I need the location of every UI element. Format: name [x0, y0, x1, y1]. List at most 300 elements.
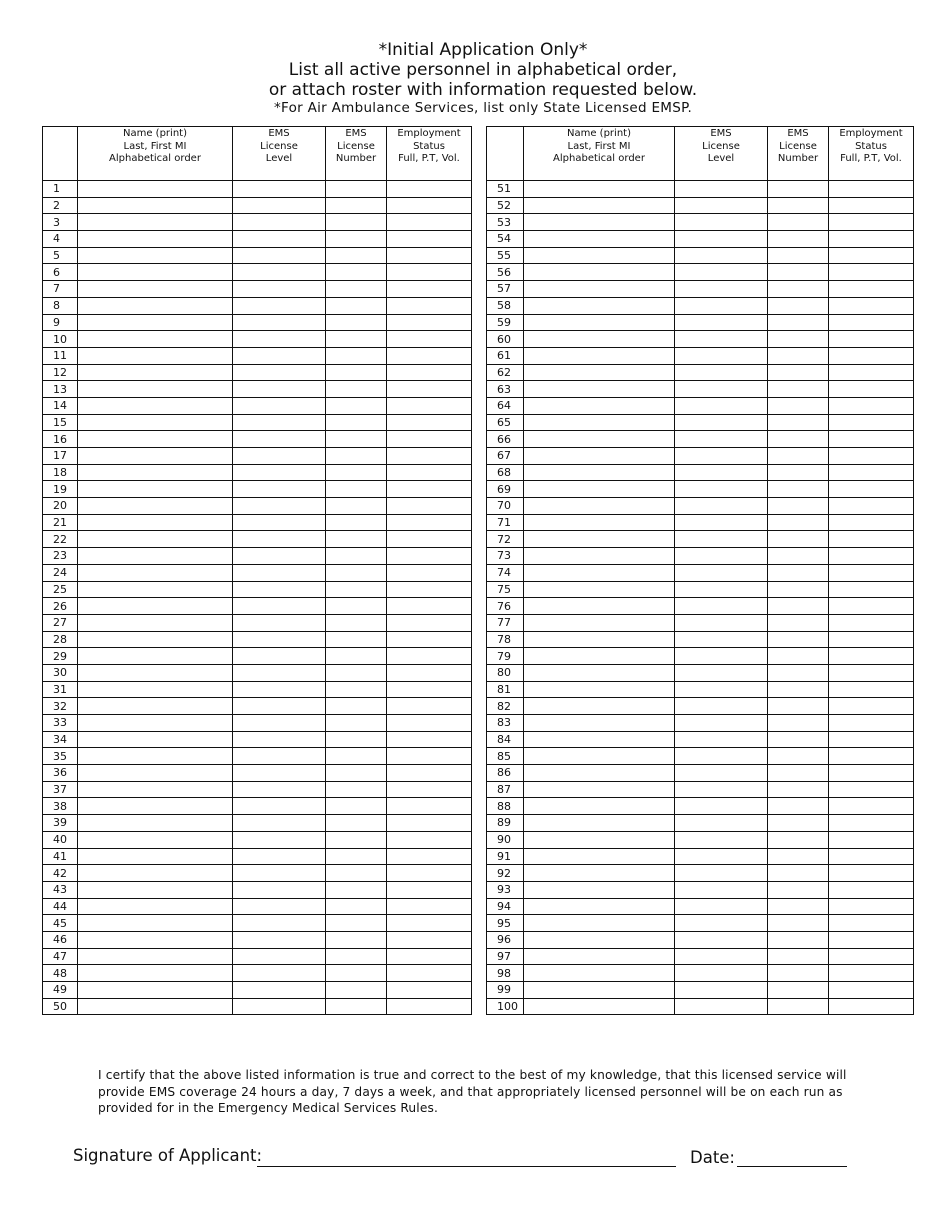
name-cell[interactable] — [524, 898, 675, 915]
employment-status-cell[interactable] — [829, 965, 914, 982]
license-number-cell[interactable] — [768, 431, 829, 448]
license-level-cell[interactable] — [233, 881, 326, 898]
license-level-cell[interactable] — [233, 314, 326, 331]
employment-status-cell[interactable] — [829, 881, 914, 898]
name-cell[interactable] — [78, 231, 233, 248]
license-number-cell[interactable] — [768, 564, 829, 581]
name-cell[interactable] — [78, 347, 233, 364]
license-level-cell[interactable] — [675, 347, 768, 364]
license-level-cell[interactable] — [675, 214, 768, 231]
employment-status-cell[interactable] — [829, 948, 914, 965]
license-number-cell[interactable] — [326, 831, 387, 848]
license-number-cell[interactable] — [768, 614, 829, 631]
employment-status-cell[interactable] — [829, 998, 914, 1015]
name-cell[interactable] — [78, 881, 233, 898]
name-cell[interactable] — [78, 664, 233, 681]
license-number-cell[interactable] — [326, 498, 387, 515]
license-number-cell[interactable] — [768, 731, 829, 748]
employment-status-cell[interactable] — [829, 664, 914, 681]
employment-status-cell[interactable] — [387, 498, 472, 515]
name-cell[interactable] — [78, 998, 233, 1015]
license-level-cell[interactable] — [675, 381, 768, 398]
license-number-cell[interactable] — [768, 414, 829, 431]
employment-status-cell[interactable] — [387, 364, 472, 381]
employment-status-cell[interactable] — [387, 331, 472, 348]
license-number-cell[interactable] — [326, 181, 387, 198]
employment-status-cell[interactable] — [829, 898, 914, 915]
name-cell[interactable] — [524, 281, 675, 298]
license-level-cell[interactable] — [675, 982, 768, 999]
employment-status-cell[interactable] — [387, 998, 472, 1015]
license-level-cell[interactable] — [675, 564, 768, 581]
name-cell[interactable] — [78, 965, 233, 982]
employment-status-cell[interactable] — [829, 448, 914, 465]
license-level-cell[interactable] — [233, 247, 326, 264]
name-cell[interactable] — [524, 648, 675, 665]
license-number-cell[interactable] — [326, 514, 387, 531]
license-number-cell[interactable] — [326, 631, 387, 648]
name-cell[interactable] — [78, 364, 233, 381]
employment-status-cell[interactable] — [387, 648, 472, 665]
license-number-cell[interactable] — [768, 748, 829, 765]
name-cell[interactable] — [78, 815, 233, 832]
employment-status-cell[interactable] — [829, 464, 914, 481]
employment-status-cell[interactable] — [829, 381, 914, 398]
employment-status-cell[interactable] — [829, 931, 914, 948]
license-level-cell[interactable] — [675, 898, 768, 915]
license-level-cell[interactable] — [233, 798, 326, 815]
license-level-cell[interactable] — [675, 314, 768, 331]
license-level-cell[interactable] — [233, 231, 326, 248]
employment-status-cell[interactable] — [387, 614, 472, 631]
employment-status-cell[interactable] — [387, 548, 472, 565]
name-cell[interactable] — [524, 631, 675, 648]
license-level-cell[interactable] — [675, 648, 768, 665]
license-number-cell[interactable] — [326, 648, 387, 665]
name-cell[interactable] — [78, 481, 233, 498]
employment-status-cell[interactable] — [387, 347, 472, 364]
license-number-cell[interactable] — [768, 598, 829, 615]
license-level-cell[interactable] — [233, 982, 326, 999]
employment-status-cell[interactable] — [829, 831, 914, 848]
employment-status-cell[interactable] — [829, 648, 914, 665]
license-number-cell[interactable] — [768, 214, 829, 231]
name-cell[interactable] — [524, 431, 675, 448]
name-cell[interactable] — [78, 564, 233, 581]
license-level-cell[interactable] — [233, 414, 326, 431]
license-level-cell[interactable] — [233, 948, 326, 965]
employment-status-cell[interactable] — [829, 247, 914, 264]
license-level-cell[interactable] — [233, 531, 326, 548]
employment-status-cell[interactable] — [387, 598, 472, 615]
license-level-cell[interactable] — [675, 431, 768, 448]
employment-status-cell[interactable] — [829, 498, 914, 515]
license-number-cell[interactable] — [326, 931, 387, 948]
license-level-cell[interactable] — [675, 998, 768, 1015]
license-number-cell[interactable] — [768, 681, 829, 698]
license-level-cell[interactable] — [233, 998, 326, 1015]
employment-status-cell[interactable] — [387, 681, 472, 698]
employment-status-cell[interactable] — [387, 898, 472, 915]
employment-status-cell[interactable] — [387, 281, 472, 298]
employment-status-cell[interactable] — [829, 197, 914, 214]
license-level-cell[interactable] — [675, 531, 768, 548]
license-level-cell[interactable] — [675, 514, 768, 531]
license-level-cell[interactable] — [675, 965, 768, 982]
license-number-cell[interactable] — [768, 181, 829, 198]
license-level-cell[interactable] — [233, 581, 326, 598]
name-cell[interactable] — [524, 881, 675, 898]
employment-status-cell[interactable] — [829, 514, 914, 531]
employment-status-cell[interactable] — [829, 781, 914, 798]
name-cell[interactable] — [78, 397, 233, 414]
name-cell[interactable] — [524, 931, 675, 948]
name-cell[interactable] — [524, 598, 675, 615]
license-level-cell[interactable] — [675, 698, 768, 715]
license-number-cell[interactable] — [768, 664, 829, 681]
license-level-cell[interactable] — [675, 831, 768, 848]
license-level-cell[interactable] — [233, 214, 326, 231]
name-cell[interactable] — [524, 197, 675, 214]
license-level-cell[interactable] — [675, 748, 768, 765]
employment-status-cell[interactable] — [829, 281, 914, 298]
license-number-cell[interactable] — [768, 247, 829, 264]
license-level-cell[interactable] — [675, 781, 768, 798]
license-number-cell[interactable] — [768, 498, 829, 515]
license-number-cell[interactable] — [768, 331, 829, 348]
employment-status-cell[interactable] — [387, 982, 472, 999]
license-number-cell[interactable] — [326, 431, 387, 448]
employment-status-cell[interactable] — [387, 631, 472, 648]
license-number-cell[interactable] — [768, 982, 829, 999]
employment-status-cell[interactable] — [829, 614, 914, 631]
name-cell[interactable] — [524, 498, 675, 515]
employment-status-cell[interactable] — [387, 848, 472, 865]
name-cell[interactable] — [78, 281, 233, 298]
license-number-cell[interactable] — [326, 464, 387, 481]
employment-status-cell[interactable] — [829, 531, 914, 548]
license-number-cell[interactable] — [768, 848, 829, 865]
employment-status-cell[interactable] — [829, 181, 914, 198]
employment-status-cell[interactable] — [829, 297, 914, 314]
license-number-cell[interactable] — [326, 681, 387, 698]
name-cell[interactable] — [78, 915, 233, 932]
license-level-cell[interactable] — [233, 397, 326, 414]
name-cell[interactable] — [524, 331, 675, 348]
license-number-cell[interactable] — [326, 314, 387, 331]
name-cell[interactable] — [524, 831, 675, 848]
license-level-cell[interactable] — [675, 798, 768, 815]
license-level-cell[interactable] — [675, 231, 768, 248]
license-number-cell[interactable] — [326, 731, 387, 748]
employment-status-cell[interactable] — [387, 581, 472, 598]
license-number-cell[interactable] — [326, 397, 387, 414]
name-cell[interactable] — [524, 848, 675, 865]
employment-status-cell[interactable] — [387, 965, 472, 982]
license-number-cell[interactable] — [768, 197, 829, 214]
name-cell[interactable] — [78, 731, 233, 748]
name-cell[interactable] — [524, 815, 675, 832]
name-cell[interactable] — [524, 614, 675, 631]
name-cell[interactable] — [524, 564, 675, 581]
employment-status-cell[interactable] — [829, 581, 914, 598]
name-cell[interactable] — [524, 715, 675, 732]
license-level-cell[interactable] — [233, 347, 326, 364]
name-cell[interactable] — [524, 414, 675, 431]
employment-status-cell[interactable] — [387, 464, 472, 481]
employment-status-cell[interactable] — [387, 181, 472, 198]
license-number-cell[interactable] — [768, 881, 829, 898]
employment-status-cell[interactable] — [829, 364, 914, 381]
name-cell[interactable] — [524, 531, 675, 548]
license-level-cell[interactable] — [233, 297, 326, 314]
license-number-cell[interactable] — [326, 848, 387, 865]
license-number-cell[interactable] — [326, 798, 387, 815]
employment-status-cell[interactable] — [387, 815, 472, 832]
name-cell[interactable] — [524, 865, 675, 882]
employment-status-cell[interactable] — [829, 414, 914, 431]
license-level-cell[interactable] — [675, 448, 768, 465]
employment-status-cell[interactable] — [829, 765, 914, 782]
name-cell[interactable] — [78, 514, 233, 531]
name-cell[interactable] — [78, 931, 233, 948]
license-level-cell[interactable] — [233, 931, 326, 948]
license-number-cell[interactable] — [326, 347, 387, 364]
license-number-cell[interactable] — [768, 715, 829, 732]
employment-status-cell[interactable] — [829, 698, 914, 715]
license-level-cell[interactable] — [233, 731, 326, 748]
name-cell[interactable] — [78, 798, 233, 815]
license-level-cell[interactable] — [233, 664, 326, 681]
name-cell[interactable] — [78, 681, 233, 698]
name-cell[interactable] — [524, 397, 675, 414]
license-number-cell[interactable] — [326, 197, 387, 214]
license-number-cell[interactable] — [326, 297, 387, 314]
license-level-cell[interactable] — [675, 581, 768, 598]
license-number-cell[interactable] — [326, 865, 387, 882]
employment-status-cell[interactable] — [387, 865, 472, 882]
license-level-cell[interactable] — [233, 331, 326, 348]
employment-status-cell[interactable] — [829, 314, 914, 331]
license-number-cell[interactable] — [768, 915, 829, 932]
name-cell[interactable] — [524, 681, 675, 698]
employment-status-cell[interactable] — [387, 798, 472, 815]
name-cell[interactable] — [78, 648, 233, 665]
license-number-cell[interactable] — [768, 231, 829, 248]
license-number-cell[interactable] — [326, 965, 387, 982]
name-cell[interactable] — [78, 748, 233, 765]
employment-status-cell[interactable] — [829, 564, 914, 581]
name-cell[interactable] — [78, 314, 233, 331]
name-cell[interactable] — [524, 181, 675, 198]
license-number-cell[interactable] — [768, 948, 829, 965]
license-number-cell[interactable] — [768, 397, 829, 414]
license-level-cell[interactable] — [233, 748, 326, 765]
name-cell[interactable] — [78, 381, 233, 398]
license-number-cell[interactable] — [326, 381, 387, 398]
license-number-cell[interactable] — [768, 781, 829, 798]
date-field[interactable] — [737, 1166, 847, 1167]
license-number-cell[interactable] — [768, 381, 829, 398]
license-level-cell[interactable] — [675, 548, 768, 565]
license-number-cell[interactable] — [768, 815, 829, 832]
license-number-cell[interactable] — [326, 948, 387, 965]
license-level-cell[interactable] — [233, 648, 326, 665]
name-cell[interactable] — [524, 247, 675, 264]
license-level-cell[interactable] — [233, 898, 326, 915]
license-number-cell[interactable] — [768, 831, 829, 848]
license-number-cell[interactable] — [326, 748, 387, 765]
license-level-cell[interactable] — [233, 815, 326, 832]
license-level-cell[interactable] — [675, 247, 768, 264]
employment-status-cell[interactable] — [829, 598, 914, 615]
license-level-cell[interactable] — [233, 765, 326, 782]
license-level-cell[interactable] — [233, 698, 326, 715]
name-cell[interactable] — [524, 965, 675, 982]
license-number-cell[interactable] — [768, 631, 829, 648]
license-number-cell[interactable] — [768, 364, 829, 381]
name-cell[interactable] — [78, 247, 233, 264]
name-cell[interactable] — [524, 448, 675, 465]
name-cell[interactable] — [524, 664, 675, 681]
license-number-cell[interactable] — [768, 314, 829, 331]
license-level-cell[interactable] — [675, 931, 768, 948]
license-level-cell[interactable] — [233, 915, 326, 932]
license-level-cell[interactable] — [675, 731, 768, 748]
employment-status-cell[interactable] — [387, 448, 472, 465]
name-cell[interactable] — [524, 347, 675, 364]
name-cell[interactable] — [78, 464, 233, 481]
license-level-cell[interactable] — [675, 881, 768, 898]
license-level-cell[interactable] — [233, 514, 326, 531]
name-cell[interactable] — [78, 581, 233, 598]
license-level-cell[interactable] — [675, 715, 768, 732]
license-number-cell[interactable] — [768, 865, 829, 882]
name-cell[interactable] — [78, 598, 233, 615]
name-cell[interactable] — [78, 948, 233, 965]
employment-status-cell[interactable] — [829, 798, 914, 815]
license-number-cell[interactable] — [326, 281, 387, 298]
employment-status-cell[interactable] — [387, 781, 472, 798]
name-cell[interactable] — [524, 214, 675, 231]
license-number-cell[interactable] — [326, 614, 387, 631]
license-level-cell[interactable] — [233, 715, 326, 732]
license-number-cell[interactable] — [326, 598, 387, 615]
license-number-cell[interactable] — [326, 548, 387, 565]
license-level-cell[interactable] — [233, 464, 326, 481]
name-cell[interactable] — [524, 314, 675, 331]
employment-status-cell[interactable] — [387, 397, 472, 414]
license-number-cell[interactable] — [768, 898, 829, 915]
name-cell[interactable] — [524, 231, 675, 248]
employment-status-cell[interactable] — [387, 197, 472, 214]
license-level-cell[interactable] — [675, 264, 768, 281]
license-level-cell[interactable] — [233, 848, 326, 865]
name-cell[interactable] — [78, 331, 233, 348]
license-level-cell[interactable] — [233, 498, 326, 515]
name-cell[interactable] — [78, 898, 233, 915]
employment-status-cell[interactable] — [829, 231, 914, 248]
license-level-cell[interactable] — [675, 915, 768, 932]
license-level-cell[interactable] — [233, 564, 326, 581]
license-number-cell[interactable] — [326, 664, 387, 681]
employment-status-cell[interactable] — [829, 815, 914, 832]
name-cell[interactable] — [78, 982, 233, 999]
license-level-cell[interactable] — [233, 181, 326, 198]
name-cell[interactable] — [524, 381, 675, 398]
license-level-cell[interactable] — [675, 614, 768, 631]
license-level-cell[interactable] — [675, 181, 768, 198]
name-cell[interactable] — [524, 781, 675, 798]
license-number-cell[interactable] — [326, 481, 387, 498]
employment-status-cell[interactable] — [387, 831, 472, 848]
employment-status-cell[interactable] — [829, 214, 914, 231]
employment-status-cell[interactable] — [387, 915, 472, 932]
license-number-cell[interactable] — [768, 931, 829, 948]
signature-field[interactable] — [257, 1166, 676, 1167]
license-level-cell[interactable] — [675, 481, 768, 498]
license-number-cell[interactable] — [326, 998, 387, 1015]
license-number-cell[interactable] — [326, 715, 387, 732]
employment-status-cell[interactable] — [387, 314, 472, 331]
employment-status-cell[interactable] — [829, 715, 914, 732]
employment-status-cell[interactable] — [387, 881, 472, 898]
employment-status-cell[interactable] — [829, 848, 914, 865]
employment-status-cell[interactable] — [387, 931, 472, 948]
license-number-cell[interactable] — [768, 998, 829, 1015]
license-level-cell[interactable] — [675, 664, 768, 681]
name-cell[interactable] — [524, 581, 675, 598]
name-cell[interactable] — [78, 498, 233, 515]
license-level-cell[interactable] — [233, 681, 326, 698]
license-level-cell[interactable] — [675, 598, 768, 615]
name-cell[interactable] — [78, 431, 233, 448]
license-number-cell[interactable] — [768, 798, 829, 815]
name-cell[interactable] — [524, 514, 675, 531]
name-cell[interactable] — [524, 798, 675, 815]
license-number-cell[interactable] — [768, 297, 829, 314]
employment-status-cell[interactable] — [829, 264, 914, 281]
name-cell[interactable] — [78, 214, 233, 231]
name-cell[interactable] — [524, 915, 675, 932]
license-number-cell[interactable] — [326, 247, 387, 264]
employment-status-cell[interactable] — [829, 731, 914, 748]
name-cell[interactable] — [78, 548, 233, 565]
name-cell[interactable] — [78, 448, 233, 465]
name-cell[interactable] — [78, 181, 233, 198]
license-number-cell[interactable] — [326, 765, 387, 782]
license-number-cell[interactable] — [768, 765, 829, 782]
license-level-cell[interactable] — [675, 397, 768, 414]
employment-status-cell[interactable] — [387, 698, 472, 715]
employment-status-cell[interactable] — [387, 748, 472, 765]
name-cell[interactable] — [78, 865, 233, 882]
license-number-cell[interactable] — [326, 982, 387, 999]
license-number-cell[interactable] — [768, 281, 829, 298]
license-level-cell[interactable] — [675, 464, 768, 481]
license-number-cell[interactable] — [326, 698, 387, 715]
license-level-cell[interactable] — [233, 631, 326, 648]
employment-status-cell[interactable] — [387, 231, 472, 248]
license-number-cell[interactable] — [326, 815, 387, 832]
employment-status-cell[interactable] — [387, 514, 472, 531]
license-level-cell[interactable] — [233, 381, 326, 398]
employment-status-cell[interactable] — [387, 531, 472, 548]
license-number-cell[interactable] — [326, 781, 387, 798]
license-number-cell[interactable] — [768, 347, 829, 364]
license-level-cell[interactable] — [675, 197, 768, 214]
employment-status-cell[interactable] — [829, 397, 914, 414]
